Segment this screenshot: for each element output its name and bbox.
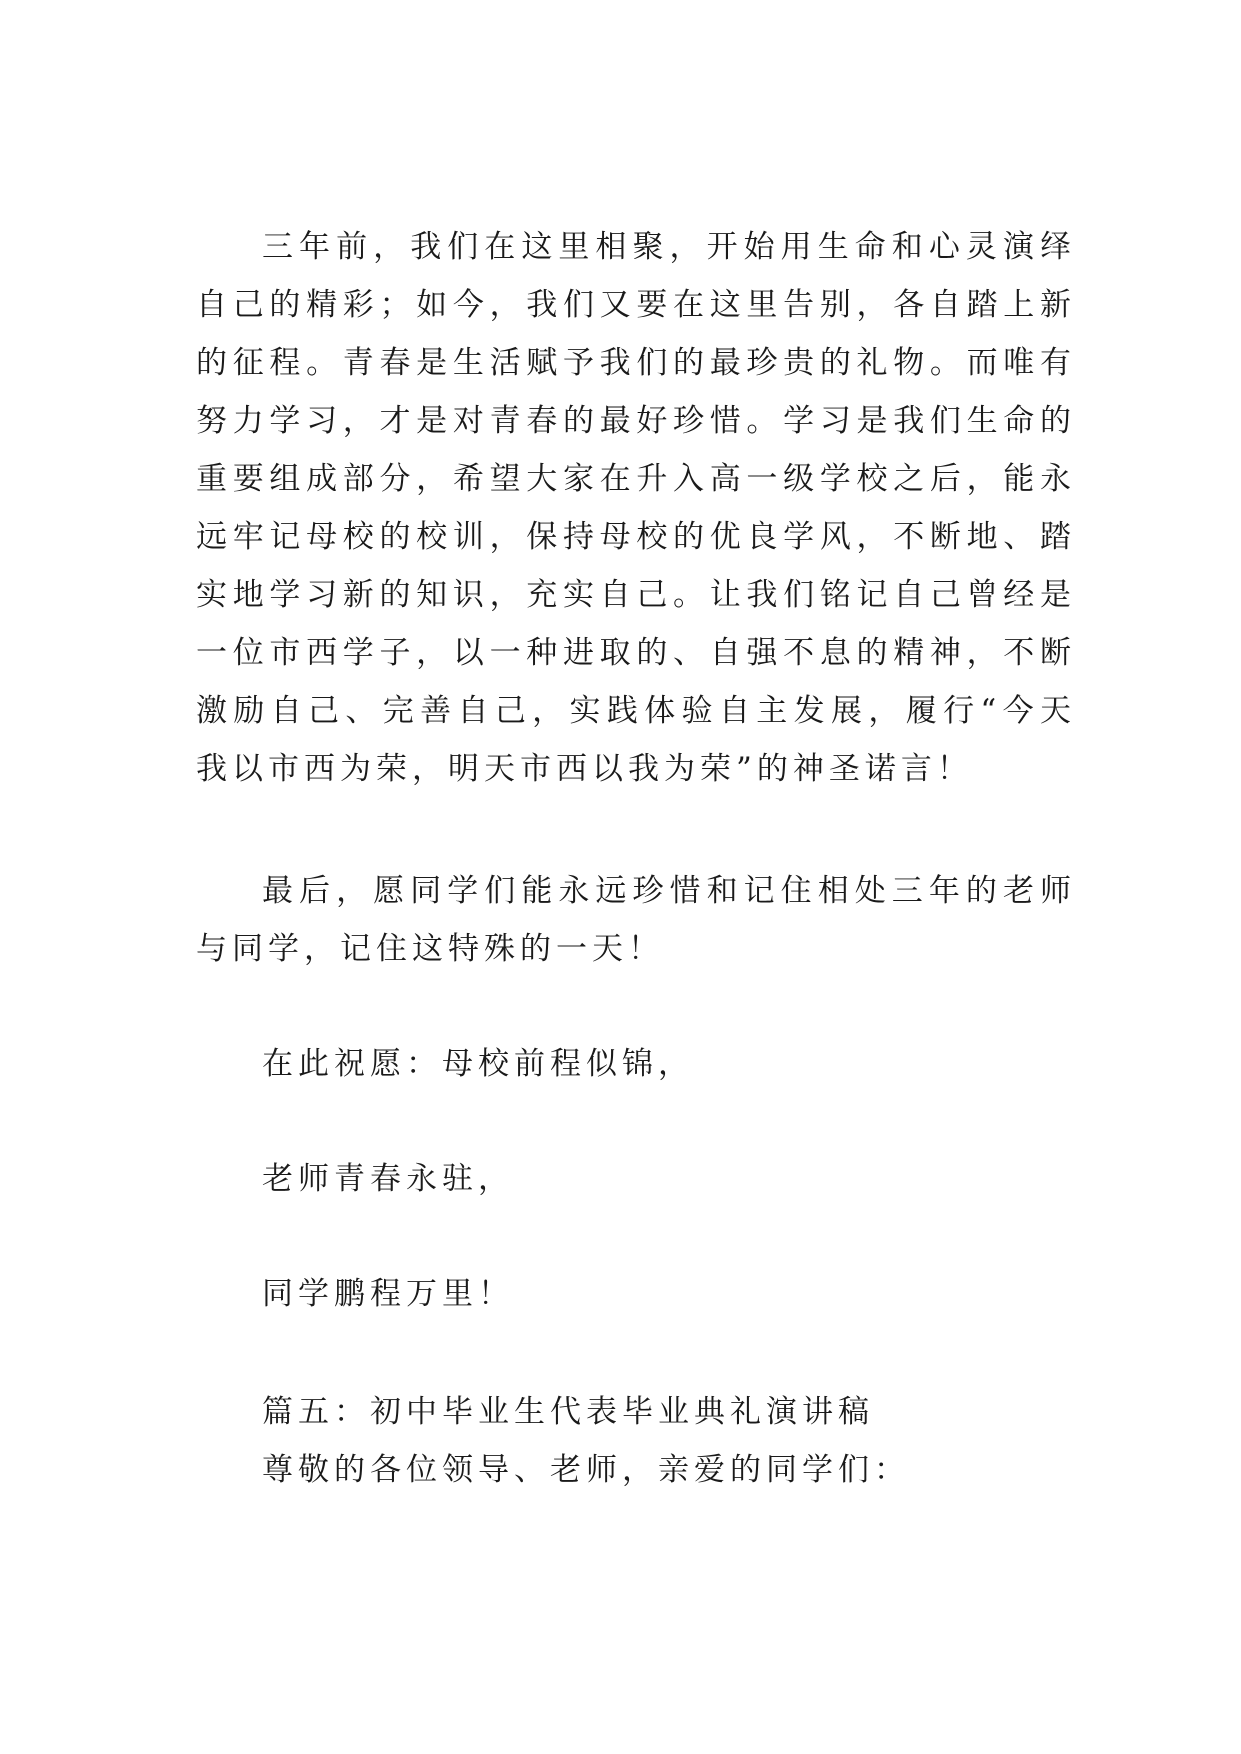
- section-heading: 篇五：初中毕业生代表毕业典礼演讲稿: [262, 1394, 874, 1430]
- section-five: [196, 1383, 1076, 1499]
- blessing-line-school: 在此祝愿：母校前程似锦，: [262, 1046, 694, 1082]
- paragraph-final-wish: 最后，愿同学们能永远珍惜和记住相处三年的老师与同学，记住这特殊的一天！: [196, 873, 1076, 967]
- section-salutation: 尊敬的各位领导、老师，亲爱的同学们：: [262, 1452, 910, 1488]
- blessing-line-teachers: 老师青春永驻，: [262, 1161, 514, 1197]
- blessing-line-classmates: 同学鹏程万里！: [262, 1276, 514, 1312]
- paragraph-farewell-study: 三年前，我们在这里相聚，开始用生命和心灵演绎自己的精彩；如今，我们又要在这里告别，各自踏上新的征程。青春是生活赋予我们的最珍贵的礼物。而唯有努力学习，才是对青春的最好珍惜。学习是我们生命的重要组成部分，希望大家在升入高一级学校之后，能永远牢记母校的校训，保持母校的优良学风，不断地、踏实地学习新的知识，充实自己。让我们铭记自己曾经是一位市西学子，以一种进取的、自强不息的精神，不断激励自己、完善自己，实践体验自主发展，履行“今天我以市西为荣，明天市西以我为荣”的神圣诺言！: [196, 229, 1076, 787]
